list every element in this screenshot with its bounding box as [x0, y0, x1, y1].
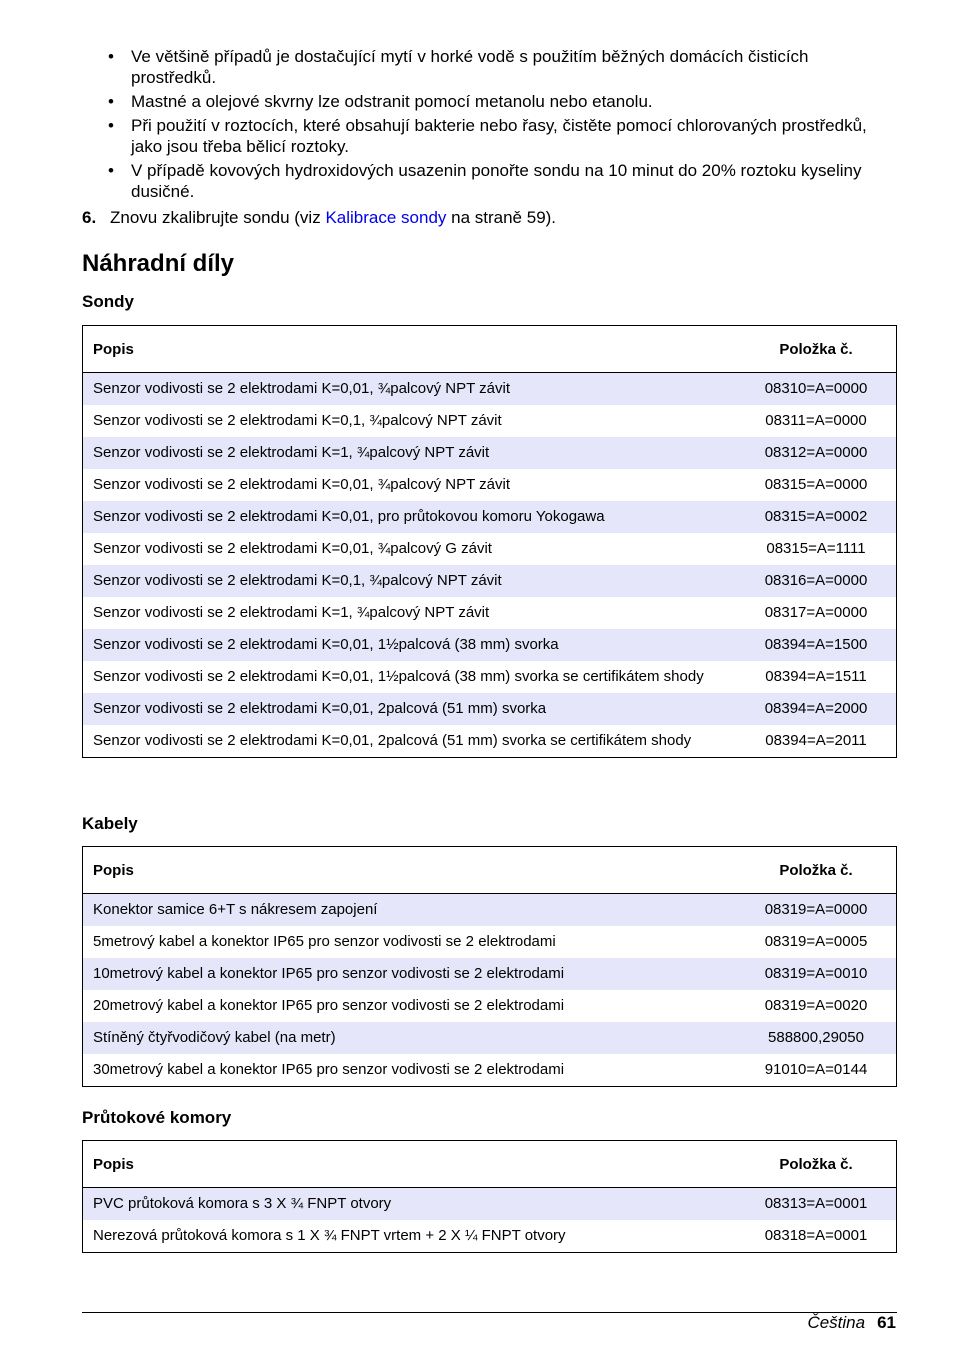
table-row	[83, 693, 897, 725]
part-number: 08316=A=0000	[736, 565, 897, 597]
cables-table	[82, 846, 897, 1087]
step-6	[82, 207, 556, 228]
part-description: Senzor vodivosti se 2 elektrodami K=1, ¾palcový NPT závit	[83, 437, 737, 469]
part-description: Stíněný čtyřvodičový kabel (na metr)	[83, 1022, 737, 1054]
step-number: 6.	[82, 208, 97, 227]
table-row	[83, 501, 897, 533]
calibration-link[interactable]: Kalibrace sondy	[325, 208, 447, 227]
table-row	[83, 405, 897, 437]
part-number: 08312=A=0000	[736, 437, 897, 469]
table-row	[83, 1188, 897, 1221]
bullet-text: V případě kovových hydroxidových usazenin ponořte sondu na 10 minut do 20% roztoku kyseliny dusičné.	[131, 161, 862, 201]
table-row	[83, 725, 897, 758]
table-row	[83, 1022, 897, 1054]
bullet-dot: •	[108, 92, 114, 111]
part-description: Senzor vodivosti se 2 elektrodami K=0,01, ¾palcový NPT závit	[93, 476, 511, 493]
part-number: 08319=A=0010	[736, 958, 897, 990]
table-row	[83, 437, 897, 469]
part-number: 08313=A=0001	[736, 1188, 897, 1221]
table-row	[83, 894, 897, 927]
part-description: 5metrový kabel a konektor IP65 pro senzor vodivosti se 2 elektrodami	[93, 933, 556, 950]
section-title: Náhradní díly	[82, 250, 235, 277]
col-header-description: Popis	[83, 847, 737, 894]
table-row	[83, 661, 897, 693]
col-header-description: Popis	[83, 1141, 737, 1188]
part-description: Senzor vodivosti se 2 elektrodami K=0,1, ¾palcový NPT závit	[93, 412, 502, 429]
part-description: Senzor vodivosti se 2 elektrodami K=0,01, 1½palcová (38 mm) svorka	[83, 629, 737, 661]
col-header-item: Položka č.	[736, 847, 897, 894]
part-description: Senzor vodivosti se 2 elektrodami K=0,01, ¾palcový NPT závit	[83, 373, 737, 406]
part-number: 08315=A=0000	[764, 476, 868, 493]
table-row	[83, 469, 897, 501]
bullet-item	[108, 160, 888, 202]
part-description: Senzor vodivosti se 2 elektrodami K=0,1, ¾palcový NPT závit	[83, 565, 737, 597]
table-row	[83, 373, 897, 406]
col-header-description: Popis	[83, 326, 737, 373]
part-description: Senzor vodivosti se 2 elektrodami K=0,01, pro průtokovou komoru Yokogawa	[83, 501, 737, 533]
table-row	[83, 629, 897, 661]
flow-chambers-heading: Průtokové komory	[82, 1108, 232, 1127]
bullet-text: Ve většině případů je dostačující mytí v horké vodě s použitím běžných domácích čisticích prostředků.	[131, 47, 809, 87]
col-header-item: Položka č.	[736, 326, 897, 373]
part-number: 08394=A=1511	[765, 668, 867, 685]
part-description: Senzor vodivosti se 2 elektrodami K=0,01, 1½palcová (38 mm) svorka se certifikátem shody	[93, 668, 704, 685]
table-row	[83, 926, 897, 958]
table-row	[83, 1220, 897, 1253]
part-description: 10metrový kabel a konektor IP65 pro senzor vodivosti se 2 elektrodami	[83, 958, 737, 990]
table-row	[83, 958, 897, 990]
footer-language: Čeština	[807, 1313, 866, 1332]
part-description: 30metrový kabel a konektor IP65 pro senzor vodivosti se 2 elektrodami	[93, 1061, 565, 1078]
part-number: 08310=A=0000	[736, 373, 897, 406]
bullet-list	[108, 46, 888, 205]
cables-heading: Kabely	[82, 814, 138, 833]
part-description: Konektor samice 6+T s nákresem zapojení	[83, 894, 737, 927]
col-header-item: Položka č.	[736, 1141, 897, 1188]
bullet-text: Při použití v roztocích, které obsahují bakterie nebo řasy, čistěte pomocí chlorovaných prostředků, jako jsou třeba bělicí roztoky.	[131, 116, 867, 156]
part-number: 588800,29050	[736, 1022, 897, 1054]
part-number: 08311=A=0000	[765, 412, 867, 429]
bullet-dot: •	[108, 161, 114, 180]
part-description: Senzor vodivosti se 2 elektrodami K=1, ¾palcový NPT závit	[93, 604, 490, 621]
step-text-after: na straně 59).	[446, 208, 557, 227]
part-number: 08319=A=0005	[764, 933, 868, 950]
bullet-text: Mastné a olejové skvrny lze odstranit pomocí metanolu nebo etanolu.	[131, 92, 653, 111]
bullet-item	[108, 46, 888, 88]
table-row	[83, 565, 897, 597]
part-number: 08394=A=2011	[765, 732, 867, 749]
table-row	[83, 597, 897, 629]
bullet-dot: •	[108, 47, 114, 66]
probes-heading: Sondy	[82, 292, 134, 311]
table-row	[83, 533, 897, 565]
part-number: 08394=A=1500	[736, 629, 897, 661]
part-description: 20metrový kabel a konektor IP65 pro senzor vodivosti se 2 elektrodami	[93, 997, 565, 1014]
part-number: 08315=A=0002	[736, 501, 897, 533]
part-number: 08315=A=1111	[766, 540, 866, 557]
step-text-before: Znovu zkalibrujte sondu (viz	[110, 208, 326, 227]
part-description: Nerezová průtoková komora s 1 X ¾ FNPT vrtem + 2 X ¼ FNPT otvory	[93, 1227, 566, 1244]
part-number: 08317=A=0000	[764, 604, 868, 621]
part-number: 08319=A=0000	[736, 894, 897, 927]
bullet-dot: •	[108, 116, 114, 135]
part-number: 08319=A=0020	[764, 997, 868, 1014]
bullet-item	[108, 91, 888, 112]
page-number: 61	[877, 1313, 896, 1332]
footer	[807, 1312, 896, 1333]
part-description: Senzor vodivosti se 2 elektrodami K=0,01, 2palcová (51 mm) svorka se certifikátem shody	[93, 732, 692, 749]
part-description: PVC průtoková komora s 3 X ¾ FNPT otvory	[83, 1188, 737, 1221]
part-number: 08394=A=2000	[736, 693, 897, 725]
part-description: Senzor vodivosti se 2 elektrodami K=0,01, 2palcová (51 mm) svorka	[83, 693, 737, 725]
table-row	[83, 1054, 897, 1087]
probes-table	[82, 325, 897, 758]
flow-chambers-table	[82, 1140, 897, 1253]
part-number: 91010=A=0144	[764, 1061, 868, 1078]
footer-divider	[82, 1312, 897, 1313]
bullet-item	[108, 115, 888, 157]
table-row	[83, 990, 897, 1022]
part-description: Senzor vodivosti se 2 elektrodami K=0,01, ¾palcový G závit	[93, 540, 492, 557]
part-number: 08318=A=0001	[764, 1227, 868, 1244]
